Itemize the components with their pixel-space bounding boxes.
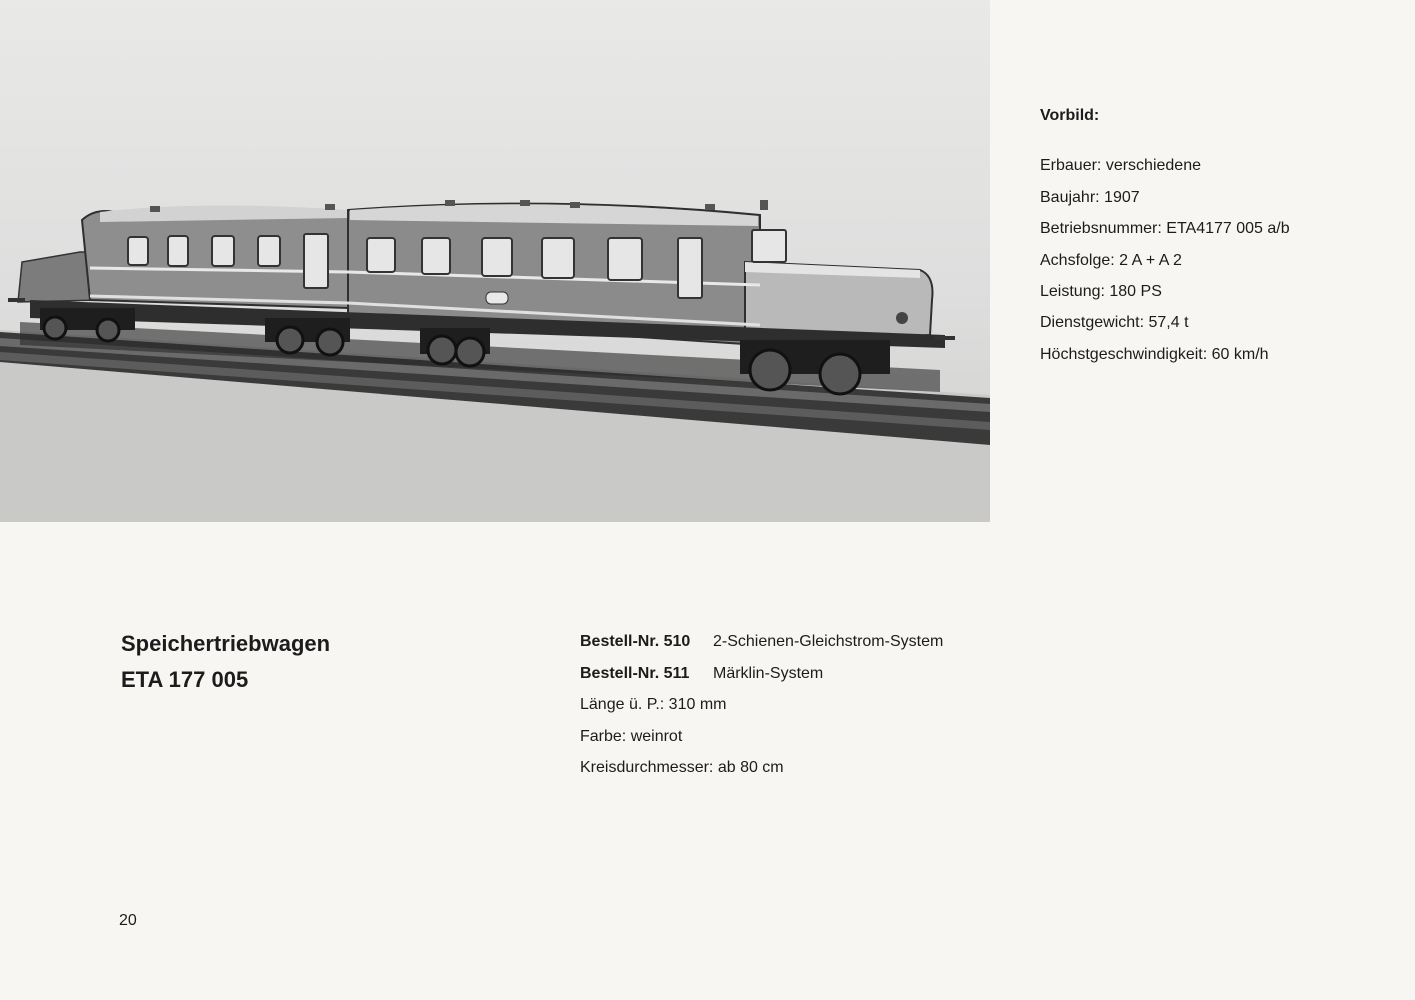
vorbild-row: Achsfolge: 2 A + A 2: [1040, 251, 1182, 269]
page-number: 20: [119, 912, 137, 929]
vorbild-specs: [1040, 100, 1380, 370]
order-row: [580, 658, 943, 690]
vorbild-row: Betriebsnummer: ETA4177 005 a/b: [1040, 220, 1290, 238]
model-spec-radius: Kreisdurchmesser: ab 80 cm: [580, 759, 784, 776]
model-title: [121, 626, 330, 698]
vorbild-row: Baujahr: 1907: [1040, 188, 1140, 206]
order-row: [580, 626, 943, 658]
order-number: Bestell-Nr. 511: [580, 664, 690, 682]
product-photo: [0, 0, 990, 522]
vorbild-heading: Vorbild:: [1040, 107, 1100, 124]
vorbild-row: Dienstgewicht: 57,4 t: [1040, 314, 1189, 332]
model-title-line2: ETA 177 005: [121, 667, 249, 692]
order-number: Bestell-Nr. 510: [580, 633, 691, 650]
vorbild-row: Erbauer: verschiedene: [1040, 157, 1201, 175]
order-info: [580, 626, 943, 784]
order-system: Märklin-System: [713, 664, 824, 682]
model-spec-length: Länge ü. P.: 310 mm: [580, 696, 727, 713]
model-title-line1: Speichertriebwagen: [121, 631, 331, 656]
vorbild-row: Leistung: 180 PS: [1040, 283, 1162, 301]
vorbild-row: Höchstgeschwindigkeit: 60 km/h: [1040, 345, 1269, 363]
model-spec-color: Farbe: weinrot: [580, 727, 683, 745]
railcar-illustration: [0, 0, 990, 522]
order-system: 2-Schienen-Gleichstrom-System: [713, 633, 944, 650]
